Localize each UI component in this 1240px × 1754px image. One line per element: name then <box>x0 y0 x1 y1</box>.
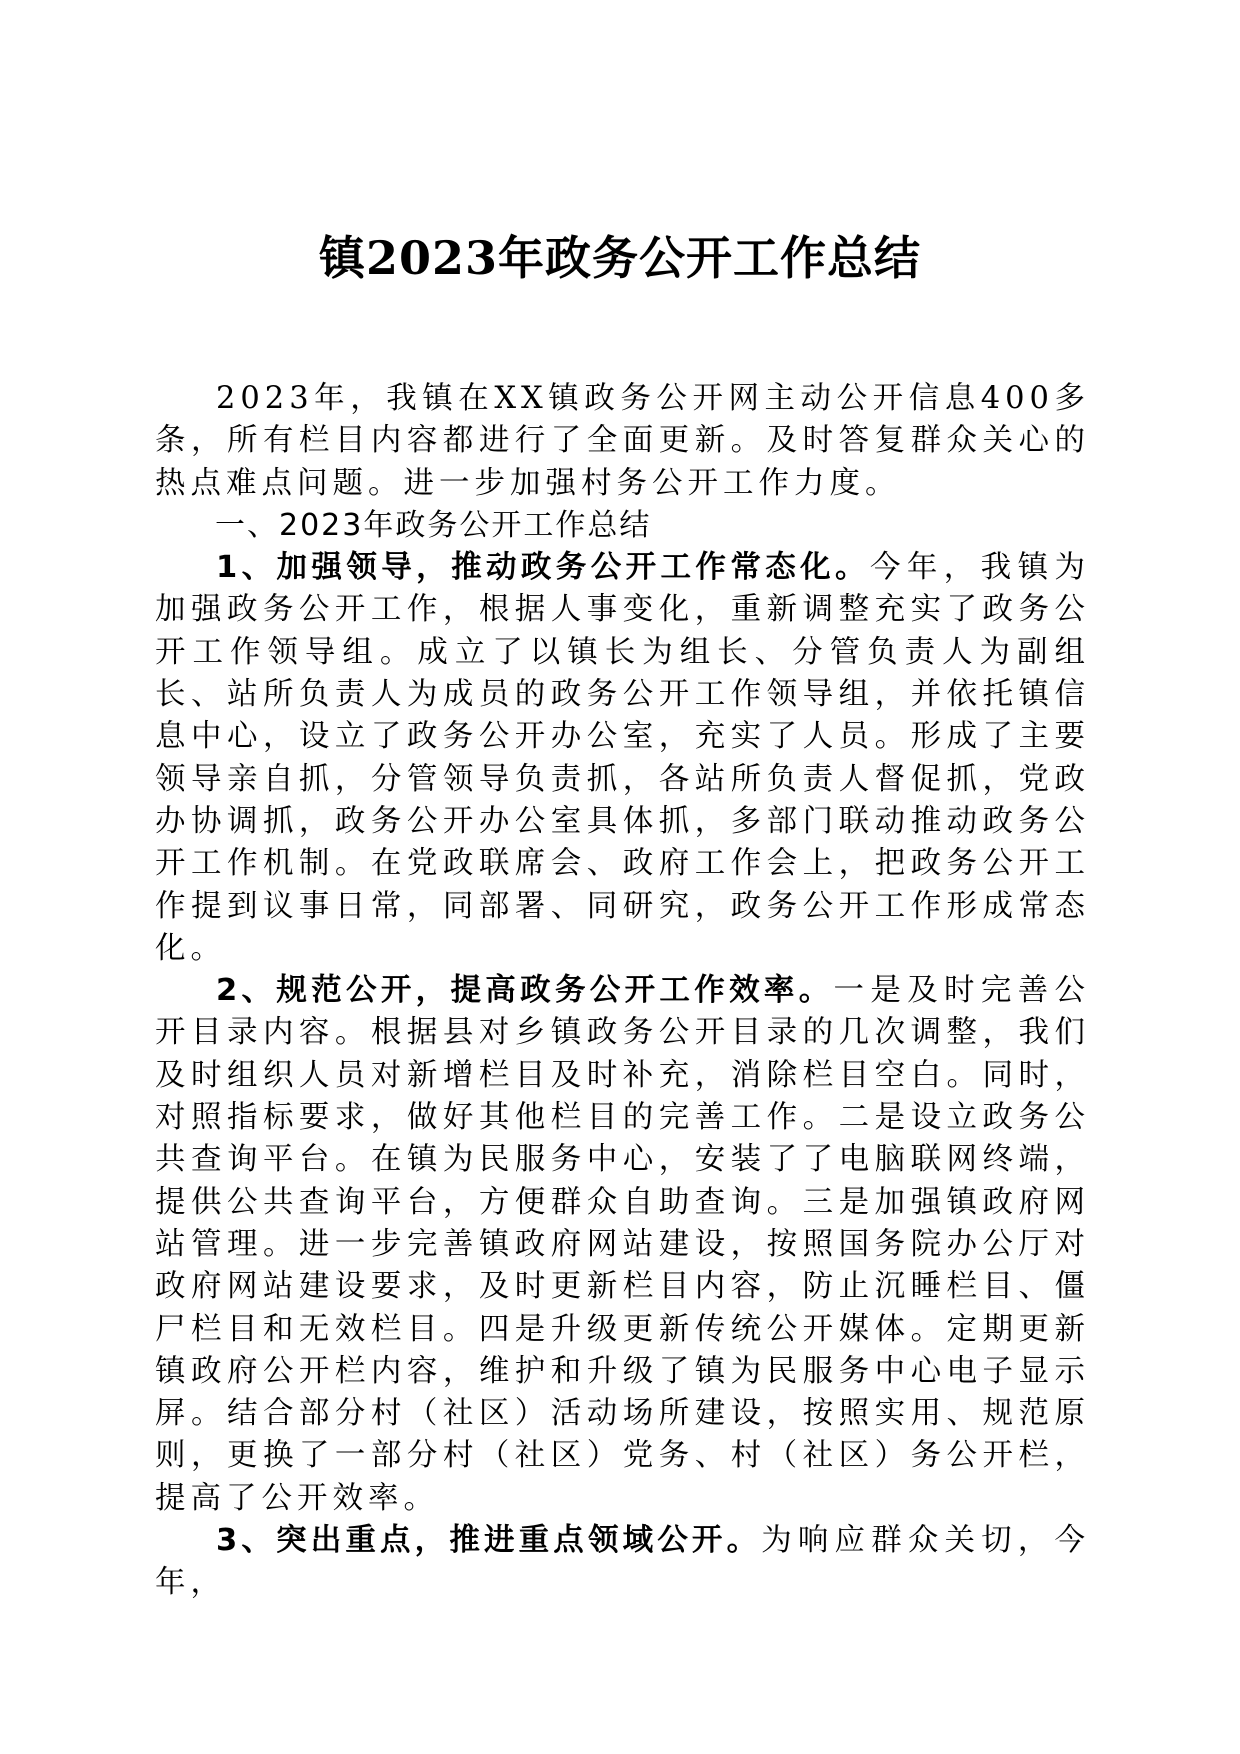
section-heading: 一、2023年政务公开工作总结 <box>215 507 652 543</box>
point-paragraph-3 <box>155 1520 1090 1605</box>
point-lead-2: 2、规范公开，提高政务公开工作效率。 <box>216 973 834 1009</box>
point-paragraph-2 <box>155 970 1090 1520</box>
intro-paragraph: 2023年，我镇在XX镇政务公开网主动公开信息400多条，所有栏目内容都进行了全面更新。及时答复群众关心的热点难点问题。进一步加强村务公开工作力度。 <box>155 381 1090 501</box>
point-lead-3: 3、突出重点，推进重点领域公开。 <box>216 1523 762 1559</box>
point-text-2: 一是及时完善公开目录内容。根据县对乡镇政务公开目录的几次调整，我们及时组织人员对新增栏目及时补充，消除栏目空白。同时，对照指标要求，做好其他栏目的完善工作。二是设立政务公共查询平台。在镇为民服务中心，安装了了电脑联网终端，提供公共查询平台，方便群众自助查询。三是加强镇政府网站管理。进一步完善镇政府网站建设，按照国务院办公厅对政府网站建设要求，及时更新栏目内容，防止沉睡栏目、僵尸栏目和无效栏目。四是升级更新传统公开媒体。定期更新镇政府公开栏内容，维护和升级了镇为民服务中心电子显示屏。结合部分村（社区）活动场所建设，按照实用、规范原则，更换了一部分村（社区）党务、村（社区）务公开栏，提高了公开效率。 <box>155 973 1090 1516</box>
document-title: 镇2023年政务公开工作总结 <box>318 231 922 285</box>
point-lead-1: 1、加强领导，推动政务公开工作常态化。 <box>216 550 870 586</box>
point-paragraph-1 <box>155 547 1090 970</box>
point-text-1: 今年，我镇为加强政务公开工作，根据人事变化，重新调整充实了政务公开工作领导组。成立了以镇长为组长、分管负责人为副组长、站所负责人为成员的政务公开工作领导组，并依托镇信息中心，设立了政务公开办公室，充实了人员。形成了主要领导亲自抓，分管领导负责抓，各站所负责人督促抓，党政办协调抓，政务公开办公室具体抓，多部门联动推动政务公开工作机制。在党政联席会、政府工作会上，把政务公开工作提到议事日常，同部署、同研究，政务公开工作形成常态化。 <box>155 550 1090 966</box>
document-body <box>155 378 1090 1605</box>
point-text-3: 为响应群众关切，今年， <box>155 1523 1090 1601</box>
